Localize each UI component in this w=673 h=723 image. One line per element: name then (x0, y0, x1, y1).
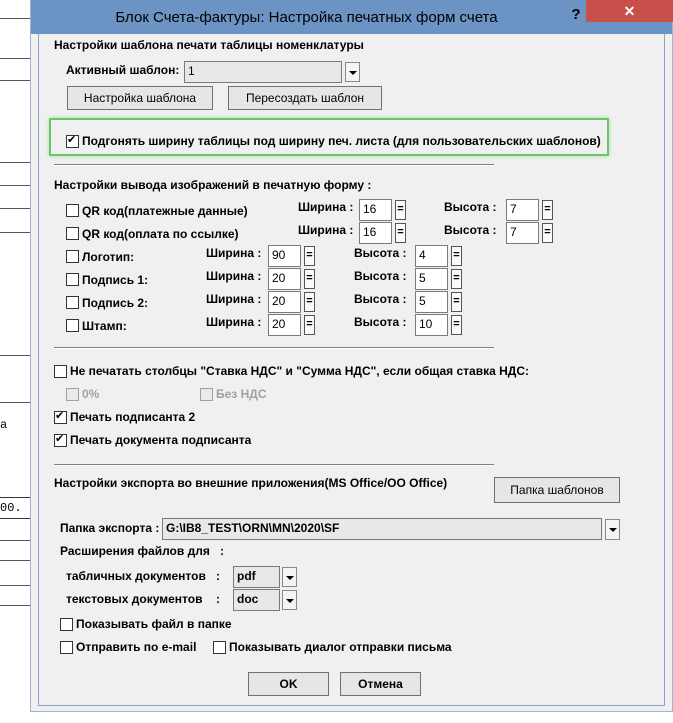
text-docs-label: текстовых документов (66, 592, 203, 606)
text-docs-field[interactable]: doc (233, 589, 280, 611)
height-label: Высота : (354, 315, 407, 329)
bg-line (0, 185, 30, 186)
logo-height-field[interactable]: 4 (415, 245, 448, 267)
signer-doc-checkbox[interactable] (54, 434, 67, 447)
stamp-width-field[interactable]: 20 (268, 314, 301, 336)
logo-height-eq-button[interactable]: = (451, 246, 462, 266)
export-folder-label: Папка экспорта : (60, 521, 160, 535)
stamp-height-field[interactable]: 10 (415, 314, 448, 336)
bg-line (0, 585, 30, 586)
extensions-label: Расширения файлов для (60, 544, 210, 558)
send-email-label: Отправить по e-mail (76, 640, 197, 654)
qr-payment-height-field[interactable]: 7 (506, 199, 539, 221)
active-template-field[interactable]: 1 (184, 61, 342, 83)
qr-link-width-field[interactable]: 16 (359, 222, 392, 244)
active-template-label: Активный шаблон: (66, 63, 180, 77)
no-vat-label: Без НДС (216, 387, 267, 401)
width-label: Ширина : (206, 292, 262, 306)
separator (54, 464, 494, 466)
qr-payment-height-eq-button[interactable]: = (542, 200, 553, 220)
export-folder-field[interactable]: G:\IB8_TEST\ORN\MN\2020\SF (162, 518, 602, 540)
cancel-button[interactable]: Отмена (340, 672, 421, 696)
signature2-height-eq-button[interactable]: = (451, 292, 462, 312)
template-recreate-button[interactable]: Пересоздать шаблон (228, 86, 382, 110)
signature1-height-eq-button[interactable]: = (451, 269, 462, 289)
height-label: Высота : (354, 246, 407, 260)
qr-payment-label: QR код(платежные данные) (82, 204, 248, 218)
template-setup-button[interactable]: Настройка шаблона (67, 86, 213, 110)
stamp-height-eq-button[interactable]: = (451, 315, 462, 335)
width-label: Ширина : (206, 269, 262, 283)
bg-text: 00. (0, 501, 22, 515)
show-dialog-label: Показывать диалог отправки письма (229, 640, 452, 654)
signature2-checkbox[interactable] (66, 296, 79, 309)
qr-link-label: QR код(оплата по ссылке) (82, 227, 239, 241)
text-docs-colon: : (216, 592, 220, 606)
width-label: Ширина : (206, 246, 262, 260)
extensions-colon: : (220, 544, 224, 558)
signer2-checkbox[interactable] (54, 411, 67, 424)
export-folder-dropdown-icon[interactable] (605, 519, 620, 540)
stamp-label: Штамп: (82, 319, 127, 333)
signature1-width-eq-button[interactable]: = (304, 269, 315, 289)
qr-link-checkbox[interactable] (66, 227, 79, 240)
template-heading: Настройки шаблона печати таблицы номенклатуры (54, 38, 364, 52)
height-label: Высота : (354, 269, 407, 283)
ok-button[interactable]: OK (248, 672, 329, 696)
bg-text: a (0, 418, 8, 432)
width-label: Ширина : (298, 223, 354, 237)
vat-zero-checkbox[interactable] (66, 388, 79, 401)
bg-line (0, 232, 30, 233)
signature1-checkbox[interactable] (66, 273, 79, 286)
signature2-width-field[interactable]: 20 (268, 291, 301, 313)
close-button[interactable]: ✕ (586, 0, 673, 22)
text-docs-dropdown-icon[interactable] (282, 590, 297, 610)
table-docs-colon: : (216, 569, 220, 583)
stamp-width-eq-button[interactable]: = (304, 315, 315, 335)
signature1-label: Подпись 1: (82, 273, 149, 287)
templates-folder-button[interactable]: Папка шаблонов (494, 477, 620, 503)
separator (54, 164, 494, 166)
signer2-label: Печать подписанта 2 (70, 410, 196, 424)
logo-label: Логотип: (82, 250, 135, 264)
signature1-width-field[interactable]: 20 (268, 268, 301, 290)
bg-line (0, 80, 30, 81)
table-docs-dropdown-icon[interactable] (282, 567, 297, 587)
signature2-width-eq-button[interactable]: = (304, 292, 315, 312)
qr-link-height-eq-button[interactable]: = (542, 223, 553, 243)
export-heading: Настройки экспорта во внешние приложения(MS Office/OO Office) (54, 476, 448, 490)
no-vat-checkbox[interactable] (200, 388, 213, 401)
qr-payment-width-field[interactable]: 16 (359, 199, 392, 221)
signature2-height-field[interactable]: 5 (415, 291, 448, 313)
no-print-vat-checkbox[interactable] (54, 365, 67, 378)
window-title: Блок Счета-фактуры: Настройка печатных форм счета (115, 9, 498, 26)
logo-width-eq-button[interactable]: = (304, 246, 315, 266)
bg-line (0, 18, 30, 19)
height-label: Высота : (354, 292, 407, 306)
height-label: Высота : (444, 223, 497, 237)
width-label: Ширина : (206, 315, 262, 329)
send-email-checkbox[interactable] (60, 641, 73, 654)
show-file-checkbox[interactable] (60, 618, 73, 631)
title-bar[interactable] (31, 0, 672, 34)
bg-line (0, 208, 30, 209)
bg-line (0, 162, 30, 163)
height-label: Высота : (444, 200, 497, 214)
bg-line (0, 540, 30, 541)
qr-link-height-field[interactable]: 7 (506, 222, 539, 244)
logo-checkbox[interactable] (66, 250, 79, 263)
bg-line (0, 560, 30, 561)
fit-width-checkbox[interactable] (66, 135, 79, 148)
images-heading: Настройки вывода изображений в печатную форму : (54, 178, 372, 192)
stamp-checkbox[interactable] (66, 319, 79, 332)
signer-doc-label: Печать документа подписанта (70, 433, 252, 447)
no-print-vat-label: Не печатать столбцы "Ставка НДС" и "Сумма НДС", если общая ставка НДС: (70, 364, 529, 378)
qr-payment-checkbox[interactable] (66, 204, 79, 217)
fit-width-label: Подгонять ширину таблицы под ширину печ. листа (для пользовательских шаблонов) (82, 134, 601, 148)
table-docs-label: табличных документов (66, 569, 206, 583)
width-label: Ширина : (298, 200, 354, 214)
logo-width-field[interactable]: 90 (268, 245, 301, 267)
bg-line (0, 605, 30, 606)
separator (54, 347, 494, 349)
signature2-label: Подпись 2: (82, 296, 149, 310)
help-button[interactable]: ? (571, 6, 581, 23)
vat-zero-label: 0% (82, 387, 100, 401)
show-dialog-checkbox[interactable] (213, 641, 226, 654)
table-docs-field[interactable]: pdf (233, 566, 280, 588)
bg-line (0, 58, 30, 59)
bg-line (0, 355, 30, 356)
show-file-label: Показывать файл в папке (76, 617, 232, 631)
qr-payment-width-eq-button[interactable]: = (395, 200, 406, 220)
signature1-height-field[interactable]: 5 (415, 268, 448, 290)
qr-link-width-eq-button[interactable]: = (395, 223, 406, 243)
bg-line (0, 402, 30, 403)
active-template-dropdown-icon[interactable] (345, 62, 360, 82)
